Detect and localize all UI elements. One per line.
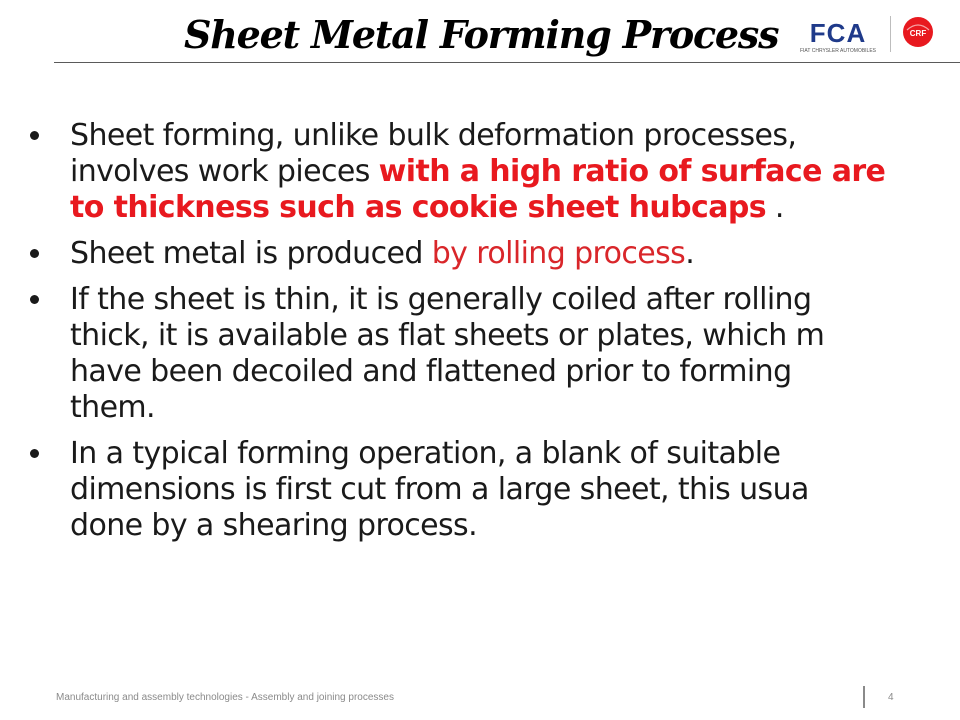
bullet-line <box>70 354 930 390</box>
bullet-line <box>70 472 930 508</box>
bullet-dot-icon <box>30 295 39 304</box>
fca-logo-subtext: FIAT CHRYSLER AUTOMOBILES <box>799 48 877 54</box>
slide-title: Sheet Metal Forming Process <box>184 12 779 57</box>
bullet-item <box>30 236 930 272</box>
title-divider <box>54 62 960 63</box>
bullet-line <box>70 508 930 544</box>
crf-logo <box>902 16 934 48</box>
bullet-text: Sheet metal is produced <box>70 236 432 271</box>
bullet-line <box>70 190 930 226</box>
highlighted-text: with a high ratio of surface are <box>378 154 886 189</box>
bullet-line <box>70 436 930 472</box>
fca-logo-text: FCA <box>809 18 867 48</box>
page-number: 4 <box>888 692 894 703</box>
fca-logo <box>792 14 884 58</box>
bullet-text: done by a shearing process. <box>70 508 478 543</box>
highlighted-text: to thickness such as cookie sheet hubcaps <box>70 190 766 225</box>
bullet-text: dimensions is first cut from a large sheet, this usua <box>70 472 809 507</box>
highlighted-text: by rolling process <box>431 236 686 271</box>
slide-content <box>30 118 930 598</box>
bullet-line <box>70 390 930 426</box>
bullet-dot-icon <box>30 449 39 458</box>
bullet-text: In a typical forming operation, a blank of suitable <box>70 436 781 471</box>
bullet-dot-icon <box>30 249 39 258</box>
bullet-dot-icon <box>30 131 39 140</box>
bullet-item <box>30 282 930 426</box>
bullet-list <box>30 118 930 544</box>
bullet-line <box>70 118 930 154</box>
bullet-item <box>30 118 930 226</box>
bullet-text: Sheet forming, unlike bulk deformation processes, <box>70 118 797 153</box>
bullet-text: involves work pieces <box>70 154 379 189</box>
bullet-line <box>70 318 930 354</box>
bullet-text: them. <box>70 390 155 425</box>
footer-course-title: Manufacturing and assembly technologies - Assembly and joining processes <box>56 692 394 703</box>
logo-divider <box>890 16 891 52</box>
bullet-text: . <box>766 190 784 225</box>
bullet-text: If the sheet is thin, it is generally coiled after rolling <box>70 282 812 317</box>
bullet-item <box>30 436 930 544</box>
bullet-text: . <box>685 236 695 271</box>
footer-divider <box>863 686 865 708</box>
bullet-line <box>70 154 930 190</box>
bullet-text: thick, it is available as flat sheets or plates, which m <box>70 318 825 353</box>
bullet-line <box>70 236 930 272</box>
bullet-text: have been decoiled and flattened prior to forming <box>70 354 792 389</box>
crf-logo-text: CRF <box>909 29 927 38</box>
bullet-line <box>70 282 930 318</box>
